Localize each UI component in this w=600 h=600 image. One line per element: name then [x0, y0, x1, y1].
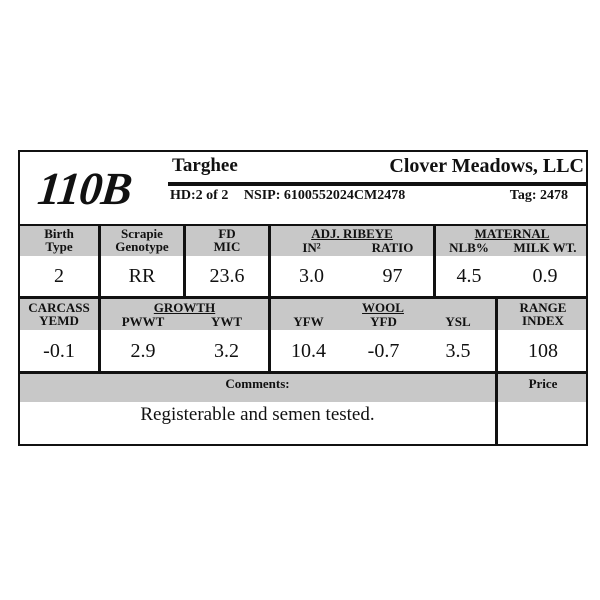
fd-mic-header: FD MIC	[213, 226, 241, 254]
pwwt-value: 2.9	[130, 340, 156, 362]
pwwt-header: PWWT	[121, 314, 165, 329]
scrapie-header: Scrapie Genotype	[115, 226, 169, 254]
yfd-value: -0.7	[367, 340, 400, 362]
price-header: Price	[528, 376, 558, 391]
wool-header: WOOL	[362, 300, 404, 315]
ribeye-in2-header: IN²	[302, 240, 321, 255]
milk-wt-value: 0.9	[532, 265, 558, 287]
carcass-header: CARCASS YEMD	[28, 300, 90, 328]
carcass-value: -0.1	[43, 340, 75, 362]
ywt-value: 3.2	[214, 340, 239, 362]
range-index-value: 108	[528, 340, 558, 362]
birth-type-header: Birth Type	[44, 226, 74, 254]
nlb-header: NLB%	[449, 240, 489, 255]
header-rule	[168, 182, 586, 186]
yfw-header: YFW	[293, 314, 324, 329]
ribeye-ratio-header: RATIO	[371, 240, 414, 255]
comments-text: Registerable and semen tested.	[140, 404, 375, 425]
breed-name: Targhee	[172, 155, 238, 176]
growth-header: GROWTH	[153, 300, 216, 315]
maternal-header: MATERNAL	[474, 226, 550, 241]
comments-header: Comments:	[225, 376, 290, 391]
ribeye-in2-value: 3.0	[299, 265, 324, 287]
nlb-value: 4.5	[456, 265, 482, 287]
birth-type-value: 2	[54, 265, 64, 287]
registration-line	[170, 188, 417, 204]
lot-number: 110B	[35, 163, 134, 214]
milk-wt-header: MILK WT.	[513, 240, 577, 255]
scrapie-value: RR	[128, 265, 156, 287]
lot-card	[18, 150, 588, 446]
adj-ribeye-header: ADJ. RIBEYE	[311, 226, 393, 241]
yfw-value: 10.4	[291, 340, 326, 362]
range-index-header: RANGE INDEX	[519, 300, 567, 328]
tag-label: Tag: 2478	[509, 188, 568, 203]
fd-mic-value: 23.6	[209, 265, 245, 287]
hd-label: HD:2 of 2	[170, 188, 229, 203]
ysl-header: YSL	[445, 314, 471, 329]
ribeye-ratio-value: 97	[382, 265, 403, 287]
nsip-label: NSIP: 6100552024CM2478	[243, 188, 406, 203]
ywt-header: YWT	[210, 314, 243, 329]
consignor-name: Clover Meadows, LLC	[389, 155, 584, 177]
ysl-value: 3.5	[445, 340, 471, 362]
yfd-header: YFD	[370, 314, 397, 329]
